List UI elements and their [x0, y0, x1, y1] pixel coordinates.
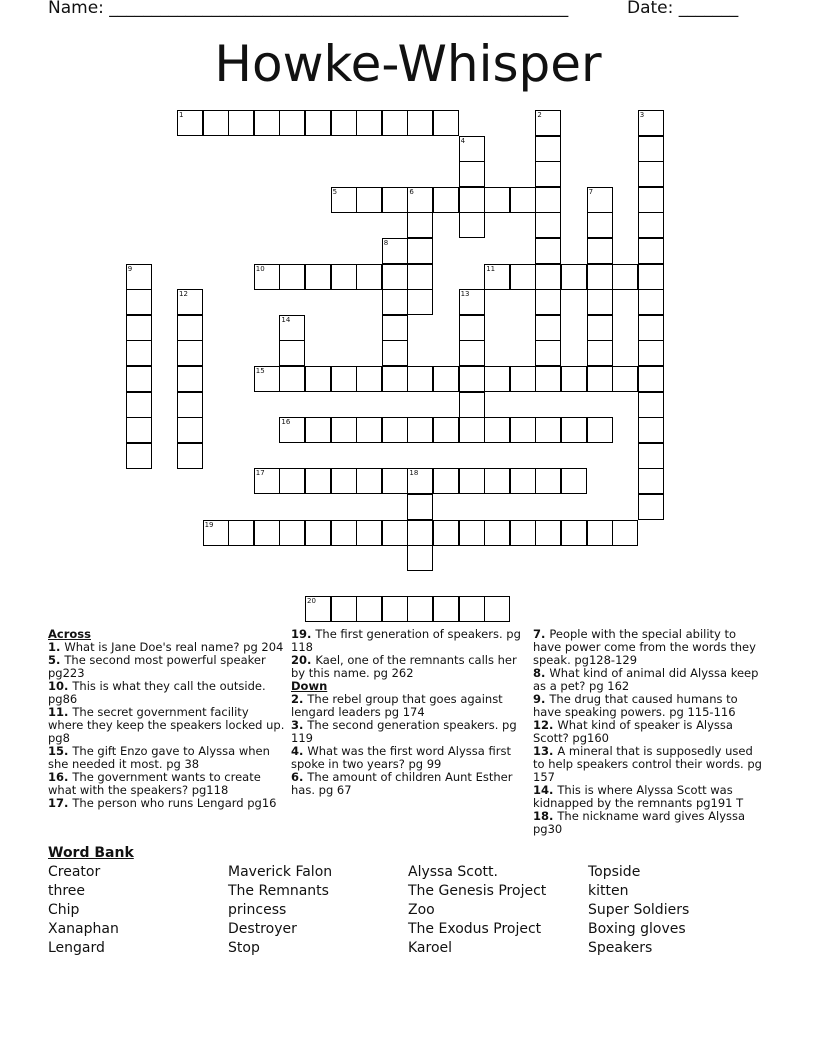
clue-text: The amount of children Aunt Esther has. pg 67: [291, 770, 513, 797]
crossword-cell[interactable]: [638, 136, 664, 162]
crossword-cell[interactable]: [510, 366, 536, 392]
clue-item: [533, 810, 763, 836]
clue-number: 15.: [48, 744, 73, 758]
down-heading: Down: [291, 679, 328, 693]
crossword-cell[interactable]: [356, 520, 382, 546]
crossword-cell[interactable]: [638, 366, 664, 392]
crossword-cell[interactable]: [177, 366, 203, 392]
clue-number: 9.: [533, 692, 550, 706]
clue-item: [48, 797, 286, 810]
clue-item: [291, 719, 529, 745]
crossword-cell[interactable]: [407, 494, 433, 520]
crossword-cell[interactable]: [407, 520, 433, 546]
crossword-cell[interactable]: [535, 315, 561, 341]
crossword-cell[interactable]: [535, 468, 561, 494]
crossword-cell[interactable]: [561, 520, 587, 546]
clue-text: What is Jane Doe's real name? pg 204: [64, 640, 284, 654]
crossword-cell[interactable]: [638, 264, 664, 290]
crossword-cell[interactable]: [305, 520, 331, 546]
crossword-cell[interactable]: [382, 315, 408, 341]
cell-number: 3: [639, 111, 645, 119]
clue-number: 13.: [533, 744, 558, 758]
word-bank-column: [588, 863, 689, 958]
clue-text: This is what they call the outside. pg86: [48, 679, 266, 706]
across-heading: Across: [48, 627, 91, 641]
crossword-cell[interactable]: [638, 110, 664, 136]
page-title: Howke-Whisper: [214, 35, 602, 93]
crossword-cell[interactable]: [305, 366, 331, 392]
clue-text: The second most powerful speaker pg223: [48, 653, 266, 680]
word-bank-entry: Alyssa Scott.: [408, 864, 498, 880]
crossword-cell[interactable]: [331, 417, 357, 443]
crossword-cell[interactable]: [510, 468, 536, 494]
clue-number: 12.: [533, 718, 558, 732]
crossword-cell[interactable]: [459, 187, 485, 213]
crossword-cell[interactable]: [305, 468, 331, 494]
crossword-cell[interactable]: [254, 110, 280, 136]
crossword-cell[interactable]: [254, 366, 280, 392]
crossword-cell[interactable]: [279, 315, 305, 341]
crossword-cell[interactable]: [254, 468, 280, 494]
crossword-cell[interactable]: [561, 264, 587, 290]
clue-number: 7.: [533, 627, 550, 641]
crossword-cell[interactable]: [535, 340, 561, 366]
clue-number: 2.: [291, 692, 308, 706]
crossword-cell[interactable]: [407, 366, 433, 392]
crossword-cell[interactable]: [587, 187, 613, 213]
clue-text: The second generation speakers. pg 119: [291, 718, 517, 745]
cell-number: 14: [281, 315, 291, 324]
crossword-cell[interactable]: [535, 110, 561, 136]
crossword-cell[interactable]: [433, 366, 459, 392]
crossword-cell[interactable]: [177, 417, 203, 443]
crossword-cell[interactable]: [484, 417, 510, 443]
cell-number: 8: [383, 239, 389, 247]
crossword-cell[interactable]: [587, 520, 613, 546]
clue-text: The secret government facility where they keep the speakers locked up. pg8: [48, 705, 285, 745]
crossword-cell[interactable]: [331, 264, 357, 290]
crossword-cell[interactable]: [433, 468, 459, 494]
cell-number: 15: [255, 367, 265, 375]
clue-item: [291, 745, 529, 771]
crossword-cell[interactable]: [638, 468, 664, 494]
crossword-cell[interactable]: [535, 264, 561, 290]
crossword-cell[interactable]: [407, 264, 433, 290]
word-bank-entry: Destroyer: [228, 921, 297, 937]
crossword-cell[interactable]: [407, 468, 433, 494]
crossword-cell[interactable]: [638, 212, 664, 238]
clue-number: 4.: [291, 744, 308, 758]
crossword-cell[interactable]: [126, 443, 152, 469]
crossword-cell[interactable]: [177, 289, 203, 315]
crossword-cell[interactable]: [535, 238, 561, 264]
crossword-cell[interactable]: [126, 417, 152, 443]
crossword-cell[interactable]: [510, 264, 536, 290]
crossword-cell[interactable]: [459, 136, 485, 162]
clues-column-3: [533, 628, 763, 836]
crossword-cell[interactable]: [535, 417, 561, 443]
word-bank-column: [48, 863, 119, 958]
crossword-cell[interactable]: [535, 136, 561, 162]
crossword-cell[interactable]: [382, 238, 408, 264]
crossword-cell[interactable]: [177, 443, 203, 469]
cell-number: 13: [460, 290, 470, 299]
crossword-cell[interactable]: [203, 110, 229, 136]
clue-text: The drug that caused humans to have speaking powers. pg 115-116: [533, 692, 738, 719]
clue-number: 8.: [533, 666, 550, 680]
crossword-cell[interactable]: [356, 468, 382, 494]
crossword-cell[interactable]: [561, 366, 587, 392]
word-bank-column: [408, 863, 546, 958]
word-bank-entry: Chip: [48, 902, 80, 918]
clue-number: 1.: [48, 640, 65, 654]
crossword-cell[interactable]: [177, 340, 203, 366]
crossword-cell[interactable]: [382, 110, 408, 136]
crossword-cell[interactable]: [305, 110, 331, 136]
clue-text: This is where Alyssa Scott was kidnapped by the remnants pg191 T: [533, 783, 744, 810]
crossword-cell[interactable]: [279, 264, 305, 290]
crossword-cell[interactable]: [459, 596, 485, 622]
crossword-cell[interactable]: [305, 596, 331, 622]
clue-item: [533, 693, 763, 719]
cell-number: 16: [281, 418, 291, 427]
cell-number: 4: [460, 136, 466, 145]
crossword-cell[interactable]: [587, 289, 613, 315]
crossword-cell[interactable]: [203, 520, 229, 546]
clue-text: The rebel group that goes against lengard leaders pg 174: [291, 692, 503, 719]
crossword-cell[interactable]: [279, 366, 305, 392]
crossword-cell[interactable]: [228, 520, 254, 546]
clue-item: [291, 693, 529, 719]
crossword-cell[interactable]: [535, 161, 561, 187]
crossword-cell[interactable]: [177, 315, 203, 341]
crossword-cell[interactable]: [535, 289, 561, 315]
crossword-cell[interactable]: [279, 520, 305, 546]
word-bank-entry: The Exodus Project: [408, 921, 542, 937]
cell-number: 7: [588, 187, 594, 196]
crossword-cell[interactable]: [638, 238, 664, 264]
crossword-cell[interactable]: [510, 520, 536, 546]
crossword-cell[interactable]: [459, 392, 485, 418]
word-bank-entry: Stop: [228, 940, 260, 956]
crossword-cell[interactable]: [561, 468, 587, 494]
clue-number: 16.: [48, 770, 73, 784]
date-field[interactable]: Date: _______: [627, 0, 739, 18]
crossword-cell[interactable]: [638, 340, 664, 366]
crossword-cell[interactable]: [331, 596, 357, 622]
clue-number: 18.: [533, 809, 558, 823]
word-bank-entry: Super Soldiers: [588, 902, 690, 918]
clue-text: What was the first word Alyssa first spoke in two years? pg 99: [291, 744, 511, 771]
crossword-cell[interactable]: [535, 212, 561, 238]
crossword-cell[interactable]: [587, 212, 613, 238]
clue-number: 14.: [533, 783, 558, 797]
clue-number: 20.: [291, 653, 316, 667]
clue-item: [48, 654, 286, 680]
crossword-cell[interactable]: [433, 520, 459, 546]
crossword-cell[interactable]: [382, 596, 408, 622]
clue-text: A mineral that is supposedly used to help speakers control their words. pg 157: [533, 744, 762, 784]
crossword-cell[interactable]: [612, 264, 638, 290]
crossword-cell[interactable]: [510, 417, 536, 443]
crossword-cell[interactable]: [382, 187, 408, 213]
word-bank-entry: Zoo: [408, 902, 435, 918]
crossword-cell[interactable]: [331, 366, 357, 392]
crossword-cell[interactable]: [459, 161, 485, 187]
crossword-cell[interactable]: [638, 315, 664, 341]
clue-item: [533, 667, 763, 693]
clue-number: 10.: [48, 679, 73, 693]
word-bank-entry: Creator: [48, 864, 101, 880]
word-bank-entry: Xanaphan: [48, 921, 119, 937]
crossword-cell[interactable]: [279, 417, 305, 443]
clue-item: [48, 771, 286, 797]
crossword-cell[interactable]: [535, 520, 561, 546]
crossword-cell[interactable]: [407, 110, 433, 136]
word-bank-entry: three: [48, 883, 86, 899]
cell-number: 5: [332, 187, 338, 196]
crossword-cell[interactable]: [612, 520, 638, 546]
word-bank-entry: Speakers: [588, 940, 653, 956]
crossword-cell[interactable]: [587, 315, 613, 341]
crossword-cell[interactable]: [459, 315, 485, 341]
crossword-cell[interactable]: [177, 392, 203, 418]
crossword-cell[interactable]: [356, 187, 382, 213]
cell-number: 10: [255, 264, 265, 273]
word-bank-entry: Karoel: [408, 940, 453, 956]
clue-text: Kael, one of the remnants calls her by this name. pg 262: [291, 653, 517, 680]
crossword-cell[interactable]: [459, 340, 485, 366]
crossword-cell[interactable]: [587, 264, 613, 290]
crossword-cell[interactable]: [638, 443, 664, 469]
clue-text: The nickname ward gives Alyssa pg30: [533, 809, 746, 836]
clue-text: The government wants to create what with the speakers? pg118: [48, 770, 261, 797]
word-bank-entry: Boxing gloves: [588, 921, 686, 937]
crossword-cell[interactable]: [331, 468, 357, 494]
crossword-cell[interactable]: [587, 340, 613, 366]
crossword-cell[interactable]: [279, 468, 305, 494]
crossword-cell[interactable]: [535, 187, 561, 213]
crossword-cell[interactable]: [126, 340, 152, 366]
clue-text: People with the special ability to have power come from the words they speak. pg128-129: [533, 627, 756, 667]
crossword-cell[interactable]: [484, 468, 510, 494]
crossword-cell[interactable]: [254, 520, 280, 546]
crossword-cell[interactable]: [638, 161, 664, 187]
crossword-cell[interactable]: [382, 468, 408, 494]
word-bank-entry: kitten: [588, 883, 629, 899]
crossword-cell[interactable]: [279, 340, 305, 366]
crossword-cell[interactable]: [382, 340, 408, 366]
cell-number: 12: [179, 290, 188, 299]
crossword-cell[interactable]: [407, 289, 433, 315]
crossword-cell[interactable]: [433, 110, 459, 136]
crossword-cell[interactable]: [484, 366, 510, 392]
crossword-cell[interactable]: [638, 392, 664, 418]
clue-text: What kind of animal did Alyssa keep as a pet? pg 162: [533, 666, 759, 693]
cell-number: 1: [179, 111, 184, 119]
clue-text: The gift Enzo gave to Alyssa when she needed it most. pg 38: [48, 744, 270, 771]
crossword-cell[interactable]: [331, 110, 357, 136]
cell-number: 9: [127, 264, 133, 273]
crossword-cell[interactable]: [177, 110, 203, 136]
crossword-cell[interactable]: [587, 238, 613, 264]
crossword-cell[interactable]: [510, 187, 536, 213]
crossword-cell[interactable]: [407, 417, 433, 443]
name-field[interactable]: Name: ______________________________________________________: [48, 0, 569, 18]
crossword-cell[interactable]: [484, 596, 510, 622]
crossword-cell[interactable]: [561, 417, 587, 443]
crossword-cell[interactable]: [126, 315, 152, 341]
crossword-cell[interactable]: [305, 264, 331, 290]
crossword-cell[interactable]: [587, 366, 613, 392]
crossword-cell[interactable]: [305, 417, 331, 443]
clue-item: [533, 628, 763, 667]
clue-text: The person who runs Lengard pg16: [72, 796, 277, 810]
crossword-cell[interactable]: [407, 596, 433, 622]
crossword-cell[interactable]: [126, 289, 152, 315]
crossword-cell[interactable]: [228, 110, 254, 136]
clue-item: [533, 784, 763, 810]
crossword-cell[interactable]: [331, 520, 357, 546]
crossword-cell[interactable]: [459, 366, 485, 392]
crossword-cell[interactable]: [535, 366, 561, 392]
cell-number: 2: [537, 111, 542, 119]
crossword-cell[interactable]: [356, 417, 382, 443]
crossword-cell[interactable]: [587, 417, 613, 443]
clue-item: [48, 745, 286, 771]
clue-item: [48, 706, 286, 745]
clue-text: The first generation of speakers. pg 118: [291, 627, 521, 654]
crossword-cell[interactable]: [382, 289, 408, 315]
crossword-cell[interactable]: [382, 417, 408, 443]
crossword-cell[interactable]: [638, 289, 664, 315]
crossword-cell[interactable]: [126, 264, 152, 290]
crossword-cell[interactable]: [433, 187, 459, 213]
clue-number: 17.: [48, 796, 73, 810]
crossword-cell[interactable]: [407, 187, 433, 213]
crossword-cell[interactable]: [407, 212, 433, 238]
word-bank-entry: The Genesis Project: [408, 883, 547, 899]
crossword-cell[interactable]: [407, 545, 433, 571]
word-bank-entry: Maverick Falon: [228, 864, 333, 880]
clue-item: [291, 628, 529, 654]
crossword-cell[interactable]: [382, 520, 408, 546]
word-bank-entry: princess: [228, 902, 287, 918]
clue-number: 6.: [291, 770, 308, 784]
clue-item: [48, 680, 286, 706]
clue-number: 11.: [48, 705, 73, 719]
crossword-cell[interactable]: [459, 289, 485, 315]
clue-item: [291, 771, 529, 797]
crossword-cell[interactable]: [638, 417, 664, 443]
crossword-cell[interactable]: [433, 417, 459, 443]
clues-column-2: [291, 628, 529, 797]
crossword-cell[interactable]: [356, 366, 382, 392]
crossword-cell[interactable]: [484, 520, 510, 546]
crossword-cell[interactable]: [126, 392, 152, 418]
crossword-cell[interactable]: [356, 264, 382, 290]
crossword-cell[interactable]: [484, 264, 510, 290]
crossword-cell[interactable]: [382, 366, 408, 392]
crossword-cell[interactable]: [331, 187, 357, 213]
crossword-cell[interactable]: [433, 596, 459, 622]
cell-number: 11: [486, 264, 496, 273]
crossword-cell[interactable]: [407, 238, 433, 264]
clue-number: 19.: [291, 627, 316, 641]
crossword-cell[interactable]: [382, 264, 408, 290]
word-bank-entry: Topside: [588, 864, 641, 880]
word-bank-entry: The Remnants: [228, 883, 329, 899]
cell-number: 18: [409, 469, 419, 478]
crossword-cell[interactable]: [459, 417, 485, 443]
crossword-cell[interactable]: [356, 596, 382, 622]
cell-number: 17: [255, 469, 265, 478]
word-bank-column: [228, 863, 332, 958]
clue-number: 3.: [291, 718, 308, 732]
clue-text: What kind of speaker is Alyssa Scott? pg160: [533, 718, 733, 745]
crossword-cell[interactable]: [459, 468, 485, 494]
crossword-cell[interactable]: [638, 494, 664, 520]
clue-item: [533, 745, 763, 784]
crossword-cell[interactable]: [126, 366, 152, 392]
word-bank-entry: Lengard: [48, 940, 105, 956]
crossword-cell[interactable]: [279, 110, 305, 136]
crossword-cell[interactable]: [612, 366, 638, 392]
word-bank-title: Word Bank: [48, 845, 134, 861]
crossword-cell[interactable]: [459, 212, 485, 238]
cell-number: 6: [409, 187, 414, 196]
clue-item: [291, 654, 529, 680]
clue-item: [533, 719, 763, 745]
cell-number: 20: [307, 597, 316, 606]
clue-number: 5.: [48, 653, 65, 667]
crossword-cell[interactable]: [254, 264, 280, 290]
crossword-cell[interactable]: [356, 110, 382, 136]
crossword-cell[interactable]: [484, 187, 510, 213]
cell-number: 19: [204, 520, 214, 529]
crossword-cell[interactable]: [638, 187, 664, 213]
clues-column-1: [48, 628, 286, 810]
crossword-cell[interactable]: [459, 520, 485, 546]
